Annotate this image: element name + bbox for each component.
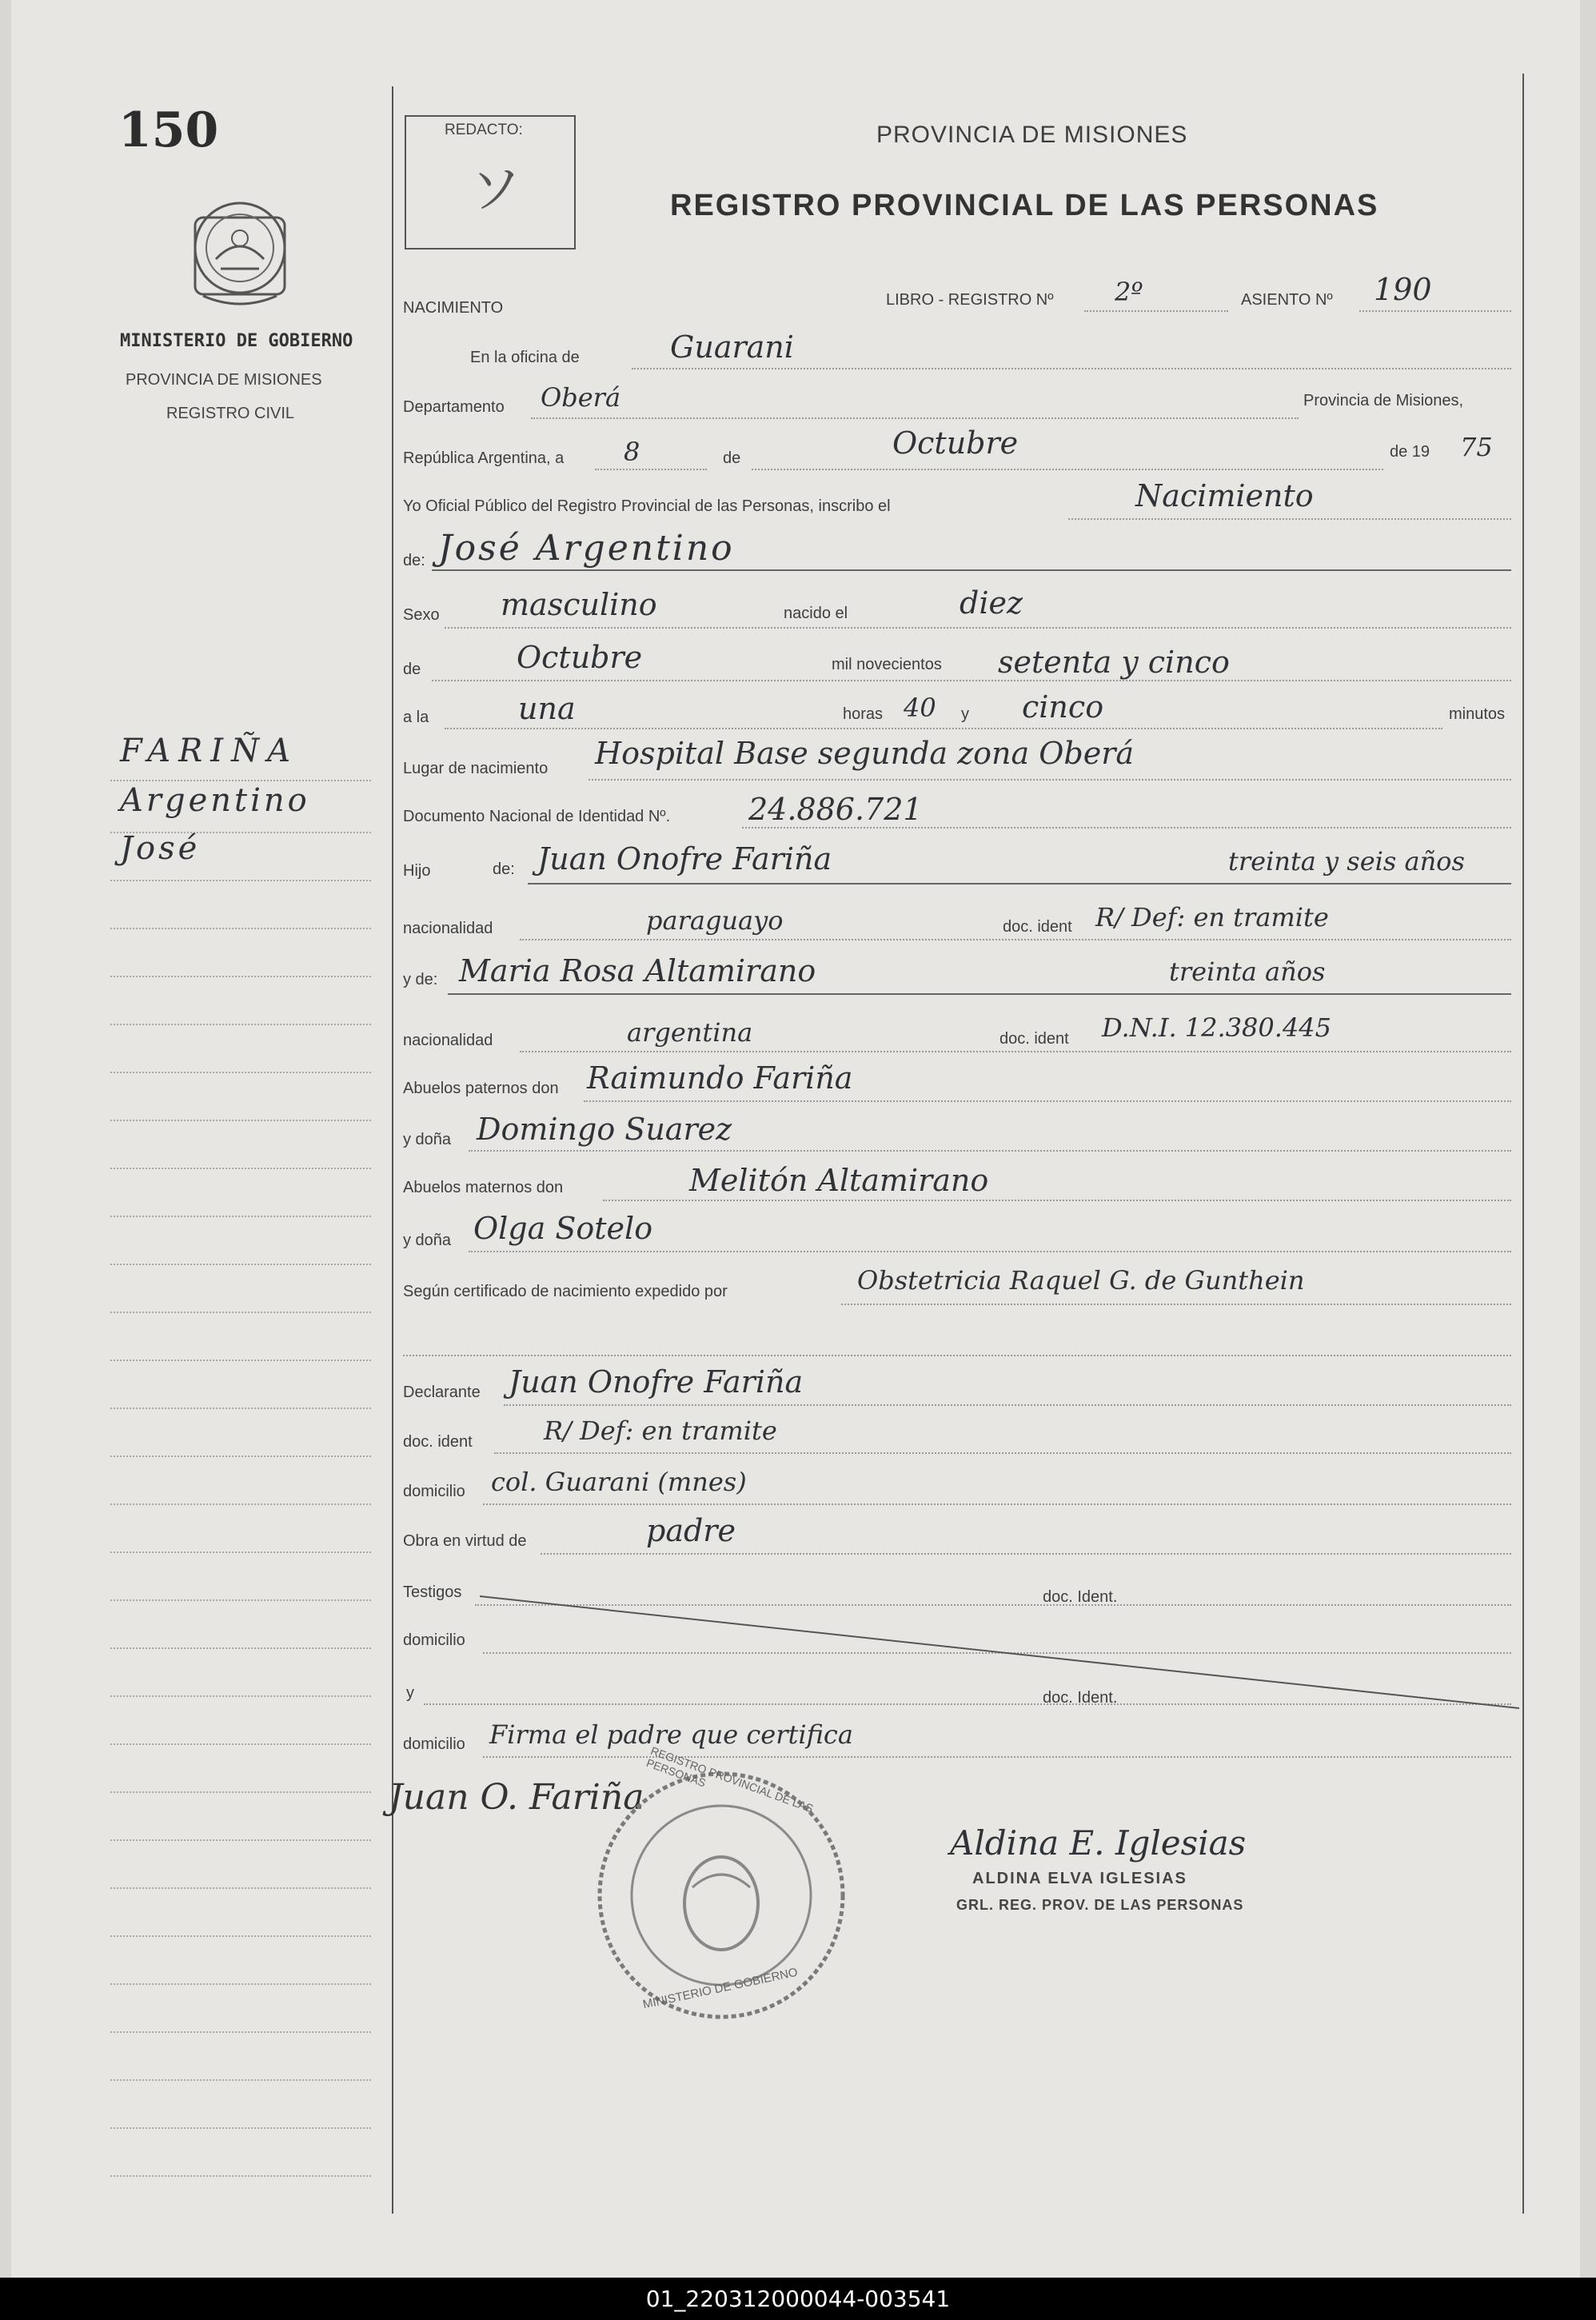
declarante-value: Juan Onofre Fariña [509,1364,804,1400]
coat-of-arms-seal [181,186,299,313]
mother-value: Maria Rosa Altamirano [459,953,816,988]
right-frame-line [1522,74,1524,2214]
yde-label: y de: [403,971,438,988]
hijo-label: Hijo [403,862,431,880]
departamento-value: Oberá [541,382,621,413]
mother-doc: D.N.I. 12.380.445 [1102,1012,1332,1043]
margin-line [110,780,371,781]
y-label: y [961,705,969,723]
margin-line [110,1983,371,1985]
marginal-note-surname: FARIÑA [120,733,298,769]
asiento-label: ASIENTO Nº [1241,291,1333,309]
mil-label: mil novecientos [832,656,942,673]
father-doc: R/ Def: en tramite [1095,902,1329,932]
oficina-label: En la oficina de [470,349,580,366]
year-label: de 19 [1390,443,1430,461]
domicilio3-label: domicilio [403,1735,465,1753]
margin-line [110,1791,371,1793]
certificado-value: Obstetricia Raquel G. de Gunthein [857,1265,1305,1296]
nac1-label: nacionalidad [403,920,493,937]
image-id-footer: 01_220312000044-003541 [0,2278,1596,2320]
page-number: 150 [118,102,219,158]
margin-line [110,1599,371,1601]
inscribo-label: Yo Oficial Público del Registro Provincial de las Personas, inscribo el [403,497,891,515]
horas-value: 40 [904,693,936,723]
declarante-doc: R/ Def: en tramite [544,1416,777,1446]
seal-text-outer: REGISTRO PROVINCIAL DE LAS PERSONAS [644,1743,816,1815]
sexo-label: Sexo [403,606,440,624]
testigos-label: Testigos [403,1583,462,1601]
asiento-value: 190 [1374,272,1432,307]
abuela-pat-value: Domingo Suarez [477,1112,732,1147]
abuelos-pat-label: Abuelos paternos don [403,1080,559,1097]
ydona1-label: y doña [403,1131,452,1148]
dni-value: 24.886.721 [748,792,923,827]
redacto-mark: ソ [470,161,521,220]
official-stamp-name: ALDINA ELVA IGLESIAS [972,1870,1187,1887]
official-signature: Aldina E. Iglesias [950,1823,1247,1863]
declarante-label: Declarante [403,1384,481,1401]
father-signature: Juan O. Fariña [389,1777,644,1818]
minutos-value: cinco [1022,689,1104,725]
redacto-label: REDACTO: [445,122,523,138]
margin-line [110,1743,371,1745]
ydona2-label: y doña [403,1232,452,1249]
margin-line [110,1935,371,1937]
margin-line [110,880,371,881]
hijo-de-label: de: [493,861,515,878]
republica-label: República Argentina, a [403,449,565,467]
abuela-mat-value: Olga Sotelo [473,1211,653,1246]
name-value: José Argentino [438,528,735,569]
nacido-value: diez [960,585,1023,621]
domicilio-value: col. Guarani (mnes) [491,1467,747,1497]
nacido-label: nacido el [784,605,848,622]
nac2-label: nacionalidad [403,1032,493,1049]
domicilio-label: domicilio [403,1483,465,1500]
docid1-label: doc. ident [1003,918,1072,936]
margin-line [110,1455,371,1457]
ministry-province: PROVINCIA DE MISIONES [126,371,322,389]
margin-line [110,2175,371,2177]
obra-label: Obra en virtud de [403,1532,527,1550]
marginal-note-name: Argentino [120,782,310,819]
seal-text-lower: MINISTERIO DE GOBIERNO [641,1965,800,2012]
ala-label: a la [403,709,429,726]
year-value: 75 [1460,432,1493,462]
margin-line [110,1408,371,1409]
margin-line [110,976,371,977]
father-nationality: paraguayo [646,905,784,936]
docident4-label: doc. Ident. [1043,1588,1118,1606]
mil-value: setenta y cinco [998,645,1230,680]
father-age: treinta y seis años [1228,846,1465,876]
lugar-label: Lugar de nacimiento [403,760,549,777]
margin-line [110,1503,371,1505]
margin-line [110,2079,371,2081]
departamento-label: Departamento [403,398,505,416]
lugar-value: Hospital Base segunda zona Oberá [595,736,1135,771]
libro-value: 2º [1115,277,1143,307]
docid3-label: doc. ident [403,1433,473,1451]
provincia-suffix: Provincia de Misiones, [1303,392,1464,409]
closing-note: Firma el padre que certifica [489,1719,853,1750]
margin-line [110,1695,371,1697]
docident5-label: doc. Ident. [1043,1689,1118,1707]
margin-line [110,1024,371,1025]
margin-line [110,1647,371,1649]
domicilio2-label: domicilio [403,1631,465,1649]
margin-line [110,1264,371,1265]
margin-line [110,1120,371,1121]
margin-line [110,2127,371,2129]
month2-value: Octubre [517,640,643,675]
margin-line [110,2031,371,2033]
y2-label: y [406,1684,414,1702]
margin-line [110,1360,371,1361]
de2-label: de [403,661,421,678]
margin-line [110,1216,371,1217]
mother-nationality: argentina [627,1017,753,1048]
de-name-label: de: [403,552,425,569]
docid2-label: doc. ident [999,1030,1069,1048]
abuelo-mat-value: Melitón Altamirano [689,1163,989,1198]
mother-age: treinta años [1169,956,1326,987]
abuelos-mat-label: Abuelos maternos don [403,1179,564,1196]
father-value: Juan Onofre Fariña [537,841,832,876]
margin-line [110,1168,371,1169]
registry-heading: REGISTRO PROVINCIAL DE LAS PERSONAS [670,189,1379,222]
certificado-label: Según certificado de nacimiento expedido por [403,1283,728,1300]
margin-line [110,1072,371,1073]
cancel-stroke [472,1588,1527,1716]
redacto-box [405,115,576,250]
month-value: Octubre [892,425,1019,461]
province-heading: PROVINCIA DE MISIONES [876,122,1188,148]
horas-label: horas [843,705,884,723]
ministry-office: REGISTRO CIVIL [166,405,295,422]
margin-line [110,928,371,929]
day-value: 8 [624,437,640,467]
libro-label: LIBRO - REGISTRO Nº [886,291,1054,309]
oficina-value: Guarani [670,329,794,365]
minutos-label: minutos [1449,705,1506,723]
marginal-note-name2: José [120,830,201,867]
ala-value: una [518,691,576,726]
margin-line [110,1551,371,1553]
margin-line [110,1312,371,1313]
left-frame-line [392,86,393,2214]
inscribo-value: Nacimiento [1135,478,1314,513]
ministry-title: MINISTERIO DE GOBIERNO [120,331,353,351]
de-label: de [723,449,741,467]
dni-label: Documento Nacional de Identidad Nº. [403,808,671,825]
margin-line [110,1887,371,1889]
official-round-seal [593,1743,849,2023]
sexo-value: masculino [501,587,657,622]
abuelo-pat-value: Raimundo Fariña [587,1060,853,1096]
obra-value: padre [646,1513,736,1548]
nacimiento-label: NACIMIENTO [403,299,504,317]
official-stamp-title: GRL. REG. PROV. DE LAS PERSONAS [956,1897,1244,1913]
margin-line [110,1839,371,1841]
